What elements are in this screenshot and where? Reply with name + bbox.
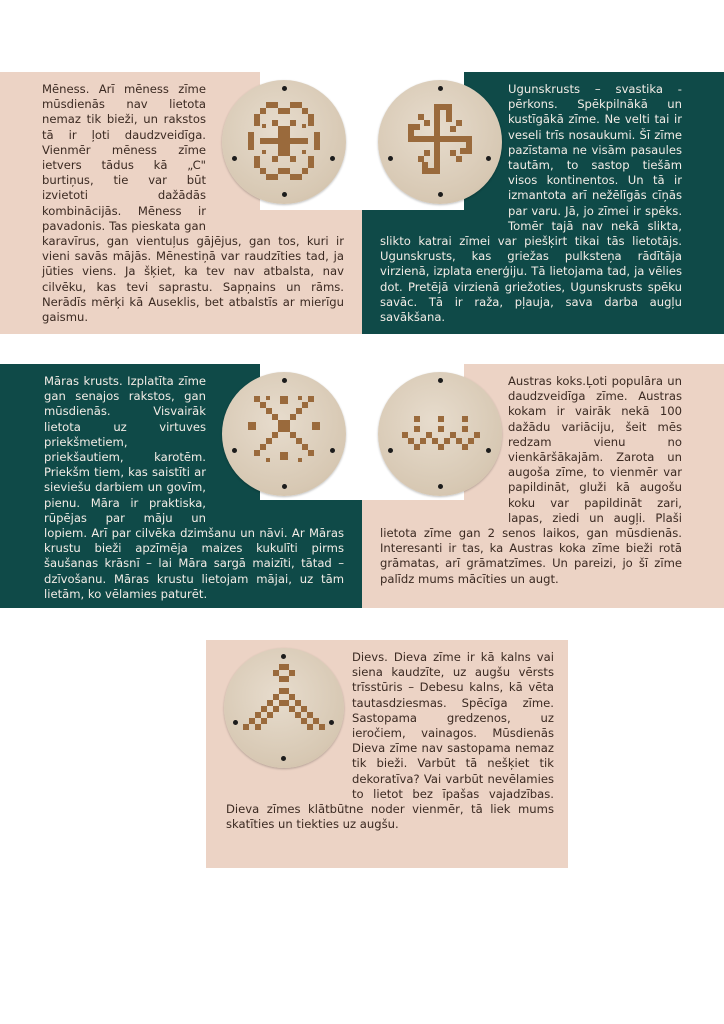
dievs-sign-disc bbox=[224, 648, 344, 768]
dievs-sign-icon bbox=[224, 648, 344, 768]
austra-tree-icon bbox=[378, 372, 502, 496]
moon-sign-disc bbox=[222, 80, 346, 204]
austras-text: Austras koks.Ļoti populāra un daudzveidīga zīme. Austras kokam ir vairāk nekā 100 dažādu variāciju, šeit mēs redzam vienu no vienkāršākajām. Zarota un augoša zīme, to vienmēr var papildināt, gluži kā augošu koku var papildināt zari, lapas, ziedi un augļi. Plaši lietota zīme gan 2 senos laikos, gan mūsdienās. Interesanti ir tas, ka Austras koka zīme bieži rotā grāmatas, arī grāmatzīmes. Un pareizi, jo šī zīme palīdz mums mācīties un augt. bbox=[380, 374, 682, 586]
austra-tree-disc bbox=[378, 372, 502, 496]
meness-text: Mēness. Arī mēness zīme mūsdienās nav lietota nemaz tik bieži, un rakstos tā ir ļoti daudzveidīga. Vienmēr mēness zīme ietvers tādus kā „C" burtiņus, tie var būt izvietoti dažādās kombinācijās. Mēness ir pavadonis. Tas pieskata gan karavīrus, gan vientuļus gājējus, gan tos, kuri ir vieni savās mājās. Mēnestiņā var raudzīties tad, ja jūties viens. Ja šķiet, ka tev nav atbalsta, nav cilvēku, kas tevi saprastu. Sapņains un rāms. Nerādīs mērķi kā Auseklis, bet atbalstīs ar mierīgu gaismu. bbox=[42, 82, 344, 325]
mara-cross-disc bbox=[222, 372, 346, 496]
ugunskrusts-text: Ugunskrusts – svastika - pērkons. Spēkpilnākā un kustīgākā zīme. Ne velti tai ir veseli trīs nosaukumi. Šī zīme pazīstama ne visām pasaules tautām, to sastop tiešām visos kontinentos. Un tā ir izmantota arī nežēlīgās cīņās par varu. Jā, jo zīmei ir spēks. Tomēr tajā nav nekā slikta, slikto katrai zīmei var piešķirt tikai tās lietotājs. Ugunskrusts, kas griežas pulksteņa rādītāja virzienā, izplata enerģiju. Tā lietojama tad, ja vēlies dot. Pretējā virzienā griežoties, Ugunskrusts spēku savāc. Tā ir raža, pļauja, sava darba augļu savākšana. bbox=[380, 82, 682, 325]
fire-cross-disc bbox=[378, 80, 502, 204]
maras-text: Māras krusts. Izplatīta zīme gan senajos rakstos, gan mūsdienās. Visvairāk lietota uz virtuves priekšmetiem, priekšautiem, karotēm. Priekšm tiem, kas saistīti ar sieviešu darbiem un govīm, pienu. Māra ir praktiska, rūpējas par māju un lopiem. Arī par cilvēka dzimšanu un nāvi. Ar Māras krustu bieži apzīmēja maizes kukulīti pirms šaušanas krāsnī – lai Māra sargā maizīti, tātad – dzīvošanu. Māras krustu lietojam mājai, uz tām lietām, ko vēlamies paturēt. bbox=[44, 374, 344, 601]
moon-sign-icon bbox=[222, 80, 346, 204]
fire-cross-icon bbox=[378, 80, 502, 204]
mara-cross-icon bbox=[222, 372, 346, 496]
dievs-text: Dievs. Dieva zīme ir kā kalns vai siena kaudzīte, uz augšu vērsts trīsstūris – Debesu kalns, kā vēta tautasdziesmas. Spēcīga zīme. Sastopama gredzenos, uz ieročiem, vainagos. Mūsdienās Dieva zīme nav sastopama nemaz tik bieži. Varbūt tā nešķiet tik dekoratīva? Vai varbūt nevēlamies to lietot bez īpašas vajadzības. Dieva zīmes klātbūtne noder vienmēr, tā liek mums skatīties un tiekties uz augšu. bbox=[226, 650, 554, 832]
